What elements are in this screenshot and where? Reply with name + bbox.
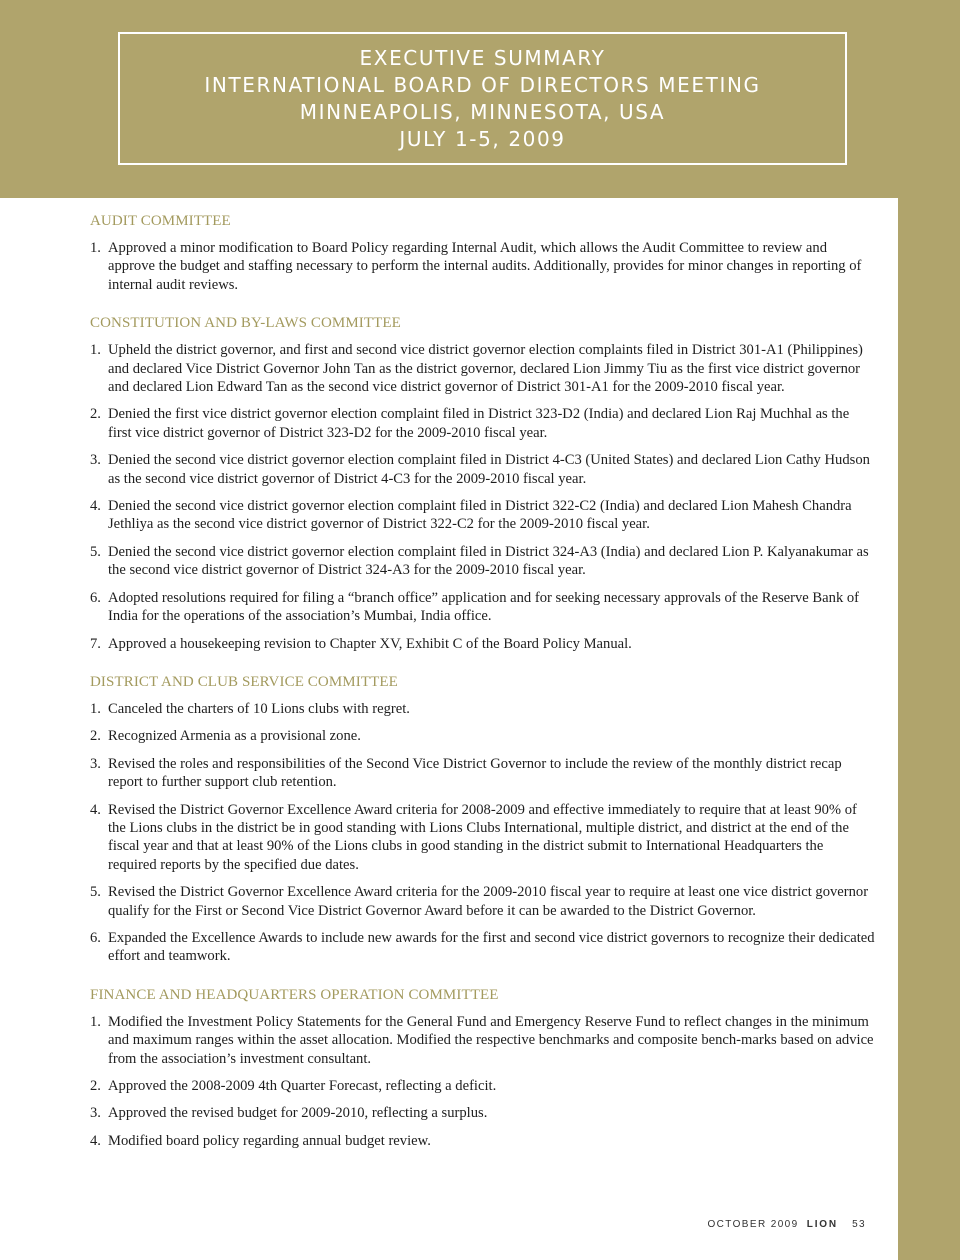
item-text: Recognized Armenia as a provisional zone. bbox=[108, 728, 361, 745]
footer-date: OCTOBER 2009 bbox=[707, 1219, 799, 1230]
item-number: 4. bbox=[90, 498, 101, 515]
section-heading: AUDIT COMMITTEE bbox=[90, 213, 231, 229]
header-band bbox=[0, 0, 960, 198]
list-item bbox=[90, 451, 875, 488]
page-number: 53 bbox=[852, 1219, 866, 1230]
item-text: Revised the District Governor Excellence Award criteria for the 2009-2010 fiscal year to require at least one vice district governor qualify for the First or Second Vice District Governor Award before it can be awarded to the District Governor. bbox=[108, 884, 869, 919]
item-number: 5. bbox=[90, 884, 101, 901]
item-number: 7. bbox=[90, 635, 101, 652]
section-heading: DISTRICT AND CLUB SERVICE COMMITTEE bbox=[90, 673, 398, 690]
item-number: 5. bbox=[90, 543, 101, 560]
item-text: Adopted resolutions required for filing a “branch office” application and for seeking necessary approvals of the Reserve Bank of India for the operations of the association’s Mumbai, India office. bbox=[108, 589, 860, 625]
list-item bbox=[90, 543, 875, 580]
item-text: Approved the revised budget for 2009-2010, reflecting a surplus. bbox=[108, 1105, 488, 1122]
item-number: 6. bbox=[90, 929, 101, 946]
item-text: Approved a minor modification to Board Policy regarding Internal Audit, which allows the Audit Committee to review and approve the budget and staffing necessary to perform the internal audits. Additionally, provides for minor changes in reporting of internal audit reviews. bbox=[108, 240, 862, 293]
item-text: Canceled the charters of 10 Lions clubs with regret. bbox=[108, 700, 410, 717]
list-item bbox=[90, 405, 875, 442]
footer-magazine: LION bbox=[806, 1219, 838, 1230]
item-text: Expanded the Excellence Awards to include new awards for the first and second vice district governors to recognize their dedicated effort and teamwork. bbox=[108, 929, 875, 965]
item-number: 1. bbox=[90, 342, 101, 359]
committee-section bbox=[90, 314, 875, 653]
item-text: Revised the District Governor Excellence Award criteria for 2008-2009 and effective immediately to require that at least 90% of the Lions clubs in the district be in good standing with Lions Clubs International, multiple district, and district at the end of the fiscal year and that at least 90% of the Lions clubs in good standing in the district submit to International Headquarters the required reports by the specified due dates. bbox=[108, 801, 857, 873]
item-number: 6. bbox=[90, 589, 101, 606]
list-item bbox=[90, 1013, 875, 1068]
list-item bbox=[90, 497, 875, 534]
list-item bbox=[90, 755, 875, 792]
section-heading: FINANCE AND HEADQUARTERS OPERATION COMMITTEE bbox=[90, 986, 499, 1003]
item-number: 2. bbox=[90, 406, 101, 423]
item-number: 4. bbox=[90, 1132, 101, 1149]
section-heading: CONSTITUTION AND BY-LAWS COMMITTEE bbox=[90, 315, 401, 332]
item-number: 3. bbox=[90, 452, 101, 469]
item-text: Modified the Investment Policy Statements for the General Fund and Emergency Reserve Fund to reflect changes in the minimum and maximum ranges within the asset allocation. Modified the respective benchmarks and composite bench-marks based on advice from the association’s investment consultant. bbox=[108, 1013, 874, 1067]
date-line: JULY 1-5, 2009 bbox=[399, 126, 566, 151]
list-item bbox=[90, 1077, 875, 1095]
document-body bbox=[90, 212, 875, 1170]
list-item bbox=[90, 589, 875, 626]
item-text: Approved the 2008-2009 4th Quarter Forecast, reflecting a deficit. bbox=[108, 1078, 497, 1094]
item-number: 4. bbox=[90, 801, 101, 818]
list-item bbox=[90, 1132, 875, 1150]
meeting-line: INTERNATIONAL BOARD OF DIRECTORS MEETING bbox=[204, 72, 761, 97]
list-item bbox=[90, 239, 875, 294]
item-text: Upheld the district governor, and first and second vice district governor election complaints filed in District 301-A1 (Philippines) and declared Vice District Governor John Tan as the district governor, declared Lion Jimmy Tiu as the first vice district governor and declared Lion Edward Tan as the second vice district governor of District 301-A1 for the 2009-2010 fiscal year. bbox=[108, 342, 863, 396]
title-box bbox=[118, 32, 847, 165]
action-list bbox=[90, 341, 875, 653]
title-line: EXECUTIVE SUMMARY bbox=[359, 45, 606, 70]
right-margin-band bbox=[898, 198, 960, 1260]
list-item bbox=[90, 727, 875, 745]
item-number: 1. bbox=[90, 700, 101, 717]
list-item bbox=[90, 801, 875, 875]
item-text: Denied the second vice district governor election complaint filed in District 4-C3 (United States) and declared Lion Cathy Hudson as the second vice district governor of District 4-C3 for the 2009-2010 fiscal year. bbox=[108, 452, 870, 487]
location-line: MINNEAPOLIS, MINNESOTA, USA bbox=[299, 99, 666, 124]
item-number: 3. bbox=[90, 1105, 101, 1122]
action-list bbox=[90, 700, 875, 966]
committee-section bbox=[90, 673, 875, 966]
item-text: Denied the first vice district governor election complaint filed in District 323-D2 (India) and declared Lion Raj Muchhal as the first vice district governor of District 323-D2 for the 2009-2010 fiscal year. bbox=[108, 406, 850, 441]
list-item bbox=[90, 883, 875, 920]
list-item bbox=[90, 635, 875, 653]
item-number: 1. bbox=[90, 1013, 101, 1030]
committee-section bbox=[90, 986, 875, 1150]
list-item bbox=[90, 929, 875, 966]
list-item bbox=[90, 341, 875, 396]
item-number: 2. bbox=[90, 728, 101, 745]
action-list bbox=[90, 1013, 875, 1150]
item-number: 3. bbox=[90, 755, 101, 772]
list-item bbox=[90, 1104, 875, 1122]
committee-section bbox=[90, 212, 875, 294]
item-text: Modified board policy regarding annual budget review. bbox=[108, 1132, 431, 1149]
item-text: Approved a housekeeping revision to Chapter XV, Exhibit C of the Board Policy Manual. bbox=[108, 635, 632, 652]
action-list bbox=[90, 239, 875, 294]
item-text: Revised the roles and responsibilities of the Second Vice District Governor to include the review of the monthly district recap report to further support club retention. bbox=[108, 755, 842, 791]
item-text: Denied the second vice district governor election complaint filed in District 322-C2 (India) and declared Lion Mahesh Chandra Jethliya as the second vice district governor of District 322-C2 for the 2009-2010 fiscal year. bbox=[108, 498, 852, 533]
item-text: Denied the second vice district governor election complaint filed in District 324-A3 (India) and declared Lion P. Kalyanakumar as the second vice district governor of District 324-A3 for the 2009-2010 fiscal year. bbox=[108, 543, 869, 579]
item-number: 1. bbox=[90, 240, 101, 256]
page-footer bbox=[708, 1219, 867, 1230]
list-item bbox=[90, 700, 875, 718]
item-number: 2. bbox=[90, 1078, 101, 1094]
